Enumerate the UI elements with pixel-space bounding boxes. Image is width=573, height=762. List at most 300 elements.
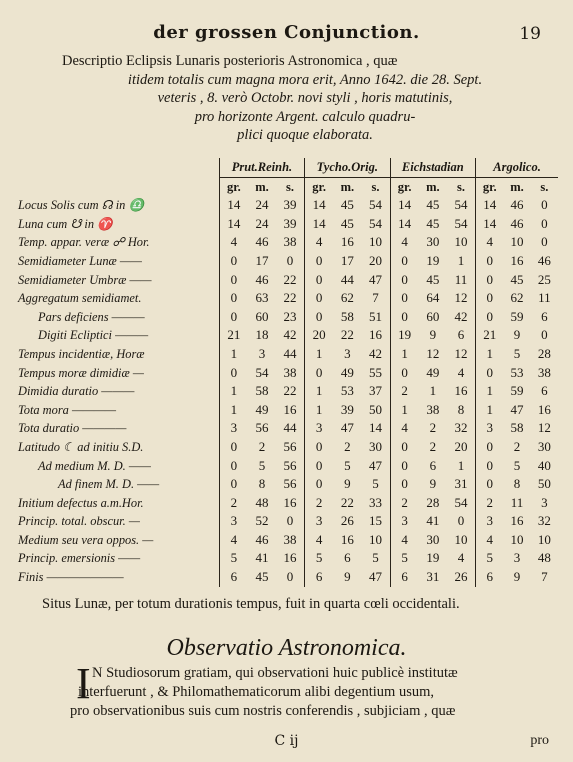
value-cell: 60: [426, 308, 440, 324]
value-cell: 0: [305, 271, 334, 290]
value-cell: 0: [541, 215, 548, 231]
row-label: Semidiameter Umbræ ——: [18, 272, 152, 287]
value-cell: 33: [368, 494, 382, 510]
value-cell: 3: [305, 419, 334, 438]
eclipse-calculation-table: [18, 158, 558, 587]
value-cell: 3: [476, 512, 504, 531]
value-cell: 17: [255, 252, 269, 268]
value-cell: 4: [457, 550, 465, 566]
value-cell: 31: [426, 569, 440, 585]
value-cell: 59: [510, 383, 524, 399]
value-cell: 47: [340, 420, 354, 436]
value-cell: 45: [340, 215, 354, 231]
value-cell: 6: [541, 308, 548, 324]
value-cell: 0: [541, 197, 548, 213]
row-label: Aggregatum semidiamet.: [18, 291, 142, 306]
value-cell: 11: [510, 494, 524, 510]
value-cell: 41: [426, 513, 440, 529]
page-number: 19: [519, 24, 541, 44]
unit-header: m.: [255, 179, 269, 194]
value-cell: 9: [429, 476, 437, 492]
value-cell: 45: [426, 197, 440, 213]
value-cell: 14: [476, 196, 504, 215]
row-label: Princip. emersionis ——: [18, 551, 141, 566]
value-cell: 47: [368, 457, 382, 473]
value-cell: 11: [454, 271, 468, 287]
value-cell: 0: [476, 289, 504, 308]
unit-header: s.: [540, 179, 549, 194]
row-label: Pars deficiens ———: [38, 309, 145, 324]
table-row: [18, 512, 558, 531]
catchword: pro: [530, 733, 549, 748]
value-cell: 19: [426, 550, 440, 566]
value-cell: 16: [340, 531, 354, 547]
value-cell: 3: [476, 419, 504, 438]
row-label: Medium seu vera oppos. —: [18, 532, 154, 547]
value-cell: 9: [513, 327, 521, 343]
row-label: Tota duratio ————: [18, 421, 127, 436]
intro-line: plici quoque elaborata.: [237, 127, 373, 143]
value-cell: 4: [305, 233, 334, 252]
value-cell: 23: [283, 308, 297, 324]
value-cell: 2: [219, 494, 248, 513]
value-cell: 54: [454, 215, 468, 231]
value-cell: 0: [390, 438, 419, 457]
value-cell: 53: [340, 383, 354, 399]
value-cell: 18: [255, 327, 269, 343]
table-row: [18, 326, 558, 345]
value-cell: 2: [513, 438, 521, 454]
row-label: Semidiameter Lunæ ——: [18, 253, 142, 268]
value-cell: 22: [283, 383, 297, 399]
value-cell: 0: [541, 234, 548, 250]
table-row: [18, 345, 558, 364]
value-cell: 10: [537, 531, 551, 547]
value-cell: 2: [429, 420, 437, 436]
value-cell: 10: [510, 531, 524, 547]
value-cell: 5: [219, 549, 248, 568]
value-cell: 45: [426, 271, 440, 287]
source-header: Tycho.Orig.: [305, 158, 390, 177]
unit-header: m.: [426, 179, 440, 194]
value-cell: 0: [390, 457, 419, 476]
value-cell: 5: [258, 457, 266, 473]
value-cell: 62: [340, 290, 354, 306]
value-cell: 56: [283, 438, 297, 454]
value-cell: 49: [340, 364, 354, 380]
row-label: Ad finem M. D. ——: [58, 477, 160, 492]
value-cell: 4: [457, 364, 465, 380]
value-cell: 28: [537, 345, 551, 361]
value-cell: 46: [510, 197, 524, 213]
value-cell: 3: [258, 345, 266, 361]
row-label: Latitudo ☾ ad initiu S.D.: [18, 439, 144, 454]
row-label: Tota mora ————: [18, 402, 117, 417]
value-cell: 0: [219, 308, 248, 327]
value-cell: 14: [390, 215, 419, 234]
value-cell: 24: [255, 197, 269, 213]
value-cell: 46: [510, 215, 524, 231]
table-row: [18, 494, 558, 513]
value-cell: 49: [426, 364, 440, 380]
intro-line: Descriptio Eclipsis Lunaris posterioris Astronomica , quæ: [62, 53, 398, 69]
value-cell: 2: [390, 382, 419, 401]
unit-header: s.: [286, 179, 295, 194]
value-cell: 39: [283, 197, 297, 213]
value-cell: 3: [390, 512, 419, 531]
value-cell: 15: [368, 513, 382, 529]
table-row: [18, 531, 558, 550]
value-cell: 42: [283, 327, 297, 343]
value-cell: 48: [537, 550, 551, 566]
value-cell: 50: [368, 401, 382, 417]
value-cell: 4: [390, 419, 419, 438]
source-header: Prut.Reinh.: [219, 158, 304, 177]
value-cell: 16: [510, 252, 524, 268]
row-label: Luna cum ☋ in ♈: [18, 216, 113, 231]
value-cell: 4: [390, 531, 419, 550]
value-cell: 32: [454, 420, 468, 436]
value-cell: 5: [513, 457, 521, 473]
value-cell: 4: [219, 233, 248, 252]
value-cell: 6: [429, 457, 437, 473]
value-cell: 0: [457, 513, 465, 529]
table-row: [18, 457, 558, 476]
value-cell: 60: [255, 308, 269, 324]
value-cell: 54: [368, 197, 382, 213]
value-cell: 52: [255, 513, 269, 529]
value-cell: 46: [255, 271, 269, 287]
table-row: [18, 549, 558, 568]
table-row: [18, 271, 558, 290]
value-cell: 20: [305, 326, 334, 345]
value-cell: 14: [305, 196, 334, 215]
value-cell: 8: [258, 476, 266, 492]
value-cell: 4: [219, 531, 248, 550]
value-cell: 1: [457, 457, 465, 473]
value-cell: 5: [372, 476, 379, 492]
value-cell: 54: [255, 364, 269, 380]
value-cell: 5: [305, 549, 334, 568]
value-cell: 16: [283, 494, 297, 510]
value-cell: 0: [219, 475, 248, 494]
source-header-row: [18, 158, 558, 177]
value-cell: 50: [537, 476, 551, 492]
source-header: Eichstadian: [390, 158, 476, 177]
value-cell: 19: [426, 252, 440, 268]
value-cell: 0: [219, 271, 248, 290]
running-title: der grossen Conjunction.: [153, 22, 420, 43]
intro-line: veteris , 8. verò Octobr. novi styli , horis matutinis,: [157, 90, 453, 106]
drop-cap: I: [76, 659, 91, 708]
value-cell: 14: [305, 215, 334, 234]
value-cell: 0: [305, 252, 334, 271]
value-cell: 14: [368, 420, 382, 436]
table-row: [18, 252, 558, 271]
value-cell: 8: [513, 476, 521, 492]
value-cell: 0: [476, 457, 504, 476]
table-row: [18, 401, 558, 420]
value-cell: 16: [454, 383, 468, 399]
value-cell: 1: [476, 401, 504, 420]
value-cell: 39: [283, 215, 297, 231]
value-cell: 58: [255, 383, 269, 399]
value-cell: 56: [283, 476, 297, 492]
value-cell: 17: [340, 252, 354, 268]
value-cell: 38: [283, 234, 297, 250]
value-cell: 0: [476, 252, 504, 271]
row-label: Temp. appar. veræ ☍ Hor.: [18, 235, 150, 250]
unit-header: gr.: [305, 177, 334, 196]
value-cell: 0: [390, 475, 419, 494]
value-cell: 14: [219, 196, 248, 215]
value-cell: 45: [340, 197, 354, 213]
value-cell: 30: [426, 234, 440, 250]
value-cell: 11: [538, 290, 551, 306]
value-cell: 1: [476, 382, 504, 401]
value-cell: 0: [390, 364, 419, 383]
paragraph-line: pro observationibus suis cum nostris conferendis , subjiciam , quæ: [70, 703, 456, 719]
value-cell: 2: [258, 438, 266, 454]
value-cell: 5: [513, 345, 521, 361]
row-label: Locus Solis cum ☊ in ♎: [18, 198, 144, 213]
value-cell: 53: [510, 364, 524, 380]
value-cell: 54: [454, 197, 468, 213]
value-cell: 10: [510, 234, 524, 250]
value-cell: 1: [457, 252, 465, 268]
value-cell: 20: [368, 252, 382, 268]
value-cell: 46: [537, 252, 551, 268]
value-cell: 30: [426, 531, 440, 547]
value-cell: 49: [255, 401, 269, 417]
page-header: [0, 22, 573, 46]
value-cell: 0: [219, 438, 248, 457]
value-cell: 0: [390, 252, 419, 271]
signature-mark: C ij: [274, 733, 299, 749]
value-cell: 16: [368, 327, 382, 343]
value-cell: 1: [219, 382, 248, 401]
value-cell: 0: [305, 289, 334, 308]
value-cell: 55: [368, 364, 382, 380]
value-cell: 26: [340, 513, 354, 529]
value-cell: 0: [476, 438, 504, 457]
value-cell: 3: [219, 512, 248, 531]
paragraph-line: N Studiosorum gratiam, qui observationi huic publicè institutæ: [92, 665, 458, 681]
value-cell: 0: [541, 327, 548, 343]
value-cell: 1: [305, 401, 334, 420]
value-cell: 0: [390, 289, 419, 308]
value-cell: 58: [340, 308, 354, 324]
row-label: Initium defectus a.m.Hor.: [18, 495, 144, 510]
value-cell: 6: [476, 568, 504, 587]
value-cell: 45: [255, 569, 269, 585]
value-cell: 26: [454, 569, 468, 585]
value-cell: 58: [510, 420, 524, 436]
table-row: [18, 568, 558, 587]
value-cell: 22: [340, 494, 354, 510]
value-cell: 16: [283, 550, 297, 566]
value-cell: 51: [368, 308, 382, 324]
observation-paragraph: [70, 659, 550, 721]
value-cell: 14: [476, 215, 504, 234]
value-cell: 46: [255, 531, 269, 547]
value-cell: 7: [372, 290, 379, 306]
value-cell: 0: [476, 271, 504, 290]
intro-line: pro horizonte Argent. calculo quadru-: [194, 108, 416, 125]
value-cell: 39: [340, 401, 354, 417]
value-cell: 54: [454, 494, 468, 510]
value-cell: 1: [305, 345, 334, 364]
value-cell: 3: [513, 550, 521, 566]
value-cell: 0: [390, 308, 419, 327]
value-cell: 28: [426, 494, 440, 510]
value-cell: 38: [283, 364, 297, 380]
value-cell: 42: [454, 308, 468, 324]
value-cell: 25: [537, 271, 551, 287]
value-cell: 7: [541, 569, 548, 585]
value-cell: 6: [541, 383, 548, 399]
value-cell: 2: [476, 494, 504, 513]
value-cell: 12: [537, 420, 551, 436]
row-label: Tempus moræ dimidiæ —: [18, 365, 144, 380]
value-cell: 37: [368, 383, 382, 399]
row-label: Dimidia duratio ———: [18, 384, 135, 399]
value-cell: 47: [368, 569, 382, 585]
value-cell: 47: [510, 401, 524, 417]
value-cell: 16: [283, 401, 297, 417]
row-label: Princip. total. obscur. —: [18, 514, 140, 529]
value-cell: 63: [255, 290, 269, 306]
value-cell: 6: [219, 568, 248, 587]
value-cell: 8: [457, 401, 465, 417]
value-cell: 24: [255, 215, 269, 231]
value-cell: 1: [429, 383, 437, 399]
value-cell: 0: [476, 308, 504, 327]
value-cell: 48: [255, 494, 269, 510]
value-cell: 5: [372, 550, 379, 566]
unit-header: s.: [457, 179, 465, 194]
value-cell: 10: [368, 234, 382, 250]
value-cell: 62: [510, 290, 524, 306]
value-cell: 56: [255, 420, 269, 436]
table-row: [18, 475, 558, 494]
value-cell: 21: [219, 326, 248, 345]
table-row: [18, 215, 558, 234]
value-cell: 16: [510, 513, 524, 529]
value-cell: 9: [513, 569, 521, 585]
paragraph-line: interfuerunt , & Philomathematicorum alibi degentium usum,: [78, 684, 434, 700]
value-cell: 20: [454, 438, 468, 454]
moon-position-note: Situs Lunæ, per totum durationis tempus, fuit in quarta cœli occidentali.: [42, 596, 460, 612]
value-cell: 0: [476, 364, 504, 383]
unit-header-row: [18, 177, 558, 196]
value-cell: 0: [305, 457, 334, 476]
value-cell: 47: [368, 271, 382, 287]
table-row: [18, 233, 558, 252]
unit-header: gr.: [476, 177, 504, 196]
value-cell: 12: [454, 290, 468, 306]
value-cell: 21: [476, 326, 504, 345]
value-cell: 64: [426, 290, 440, 306]
value-cell: 4: [305, 531, 334, 550]
value-cell: 3: [344, 345, 351, 361]
value-cell: 3: [219, 419, 248, 438]
row-label: Ad medium M. D. ——: [38, 458, 151, 473]
table-row: [18, 438, 558, 457]
value-cell: 0: [219, 457, 248, 476]
value-cell: 3: [541, 494, 548, 510]
value-cell: 16: [537, 401, 551, 417]
value-cell: 2: [344, 438, 351, 454]
value-cell: 46: [255, 234, 269, 250]
value-cell: 0: [390, 271, 419, 290]
value-cell: 2: [429, 438, 437, 454]
value-cell: 1: [305, 382, 334, 401]
value-cell: 1: [390, 345, 419, 364]
value-cell: 4: [476, 233, 504, 252]
unit-header: m.: [340, 179, 355, 194]
value-cell: 0: [305, 438, 334, 457]
value-cell: 0: [286, 252, 294, 268]
value-cell: 0: [286, 569, 294, 585]
table-row: [18, 289, 558, 308]
value-cell: 9: [344, 569, 351, 585]
value-cell: 14: [390, 196, 419, 215]
value-cell: 1: [219, 345, 248, 364]
value-cell: 0: [305, 308, 334, 327]
table-row: [18, 308, 558, 327]
value-cell: 14: [219, 215, 248, 234]
value-cell: 42: [368, 345, 382, 361]
value-cell: 0: [219, 289, 248, 308]
table-body: [18, 196, 558, 586]
value-cell: 16: [340, 234, 354, 250]
table-row: [18, 196, 558, 215]
value-cell: 1: [476, 345, 504, 364]
unit-header: s.: [371, 179, 380, 194]
value-cell: 22: [283, 271, 297, 287]
row-label: Tempus incidentiæ, Horæ: [18, 346, 145, 361]
value-cell: 4: [390, 233, 419, 252]
unit-header: gr.: [390, 177, 419, 196]
value-cell: 10: [454, 234, 468, 250]
source-header: Argolico.: [476, 158, 558, 177]
table-row: [18, 419, 558, 438]
value-cell: 30: [537, 438, 551, 454]
value-cell: 45: [510, 271, 524, 287]
value-cell: 59: [510, 308, 524, 324]
value-cell: 30: [368, 438, 382, 454]
value-cell: 40: [537, 457, 551, 473]
unit-header: m.: [510, 179, 524, 194]
value-cell: 4: [476, 531, 504, 550]
value-cell: 9: [344, 476, 351, 492]
value-cell: 38: [426, 401, 440, 417]
intro-line: itidem totalis cum magna mora erit, Anno 1642. die 28. Sept.: [127, 71, 483, 88]
value-cell: 0: [219, 252, 248, 271]
section-title: Observatio Astronomica.: [166, 635, 407, 661]
value-cell: 5: [476, 549, 504, 568]
value-cell: 54: [368, 215, 382, 231]
value-cell: 32: [537, 513, 551, 529]
value-cell: 12: [454, 345, 468, 361]
value-cell: 31: [454, 476, 468, 492]
value-cell: 6: [344, 550, 351, 566]
value-cell: 2: [390, 494, 419, 513]
value-cell: 10: [454, 531, 468, 547]
row-label: Finis ———————: [18, 570, 124, 585]
value-cell: 12: [426, 345, 440, 361]
